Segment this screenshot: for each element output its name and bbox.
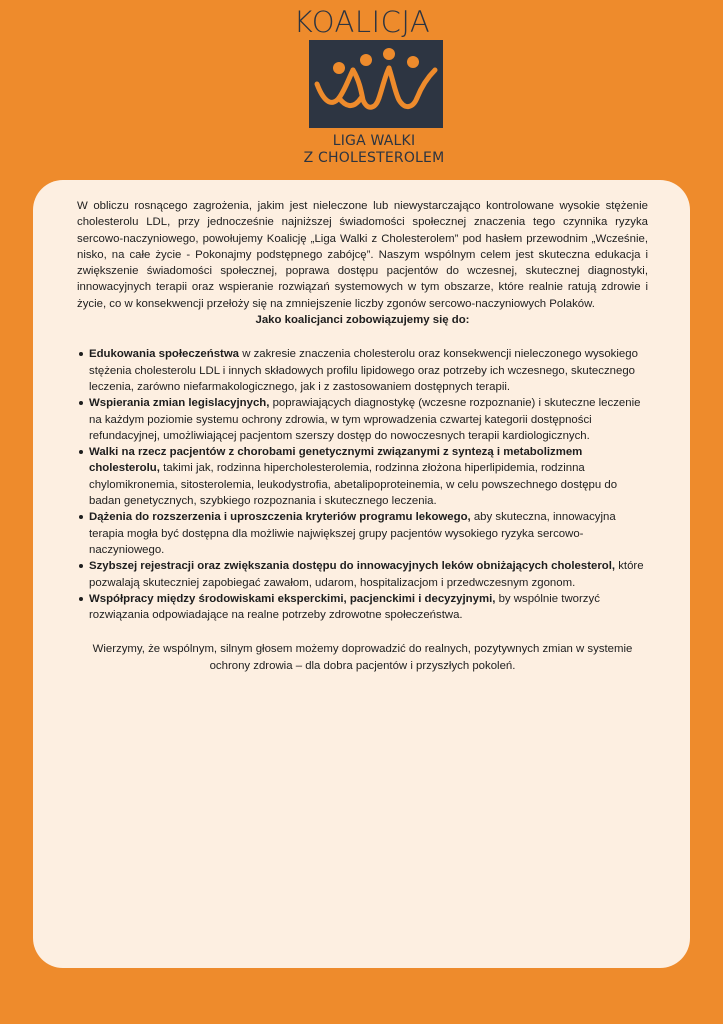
logo-title: KOALICJA [293,5,431,39]
list-item [89,444,648,509]
list-item [89,558,648,591]
declaration-card [33,180,690,968]
list-item [89,591,648,624]
commitment-text: takimi jak, rodzinna hipercholesterolemia, rodzinna złożona hiperlipidemia, rodzinna chylomikronemia, sitosterolemia, leukodystrofia, abetalipoproteinemia, w celu powszechnego dostępu do badan genetycznych, szybkiego rozpoznania i skutecznego leczenia. [89,462,618,508]
commitment-title: Walki na rzecz pacjentów z chorobami genetycznymi związanymi z syntezą i metabolizmem cholesterolu, [89,446,583,475]
commitment-title: Współpracy między środowiskami eksperckimi, pacjenckimi i decyzyjnymi, [89,592,496,605]
commitment-text: aby skuteczna, innowacyjna terapia mogła być dostępna dla możliwie największej grupy pacjentów wysokiego ryzyka sercowo-naczyniowego. [89,511,616,556]
list-item [89,395,648,444]
commitment-text: które pozwalają skuteczniej zapobiegać zawałom, udarom, hospitalizacjom i przedwczesnym zgonom. [89,560,644,589]
people-joined-hands-icon [309,40,443,128]
commitment-text: poprawiających diagnostykę (wczesne rozpoznanie) i skuteczne leczenie na każdym poziomie systemu ochrony zdrowia, w tym wprowadzenia czwartej kategorii dostępności refundacyjnej, umożliwiającej pacjentom szerszy dostęp do nowoczesnych terapii kardiologicznych. [89,397,641,442]
list-item [89,346,648,395]
list-item [89,509,648,558]
commitment-title: Dążenia do rozszerzenia i uproszczenia kryteriów programu lekowego, [89,511,471,524]
logo-subtitle-line1: LIGA WALKI [332,133,416,149]
declaration-content [77,198,648,674]
logo-subtitle [285,133,463,167]
coalition-logo [0,0,723,175]
commitment-title: Wspierania zmian legislacyjnych, [89,397,270,410]
commitment-text: w zakresie znaczenia cholesterolu oraz konsekwencji nieleczonego wysokiego stężenia cholesterolu LDL i innych składowych profilu lipidowego oraz potrzeby ich wczesnego, skutecznego leczenia, zarówno niefarmakologicznego, jak i z zastosowaniem dostępnych terapii. [89,348,638,393]
logo-emblem [309,40,443,128]
commitments-heading: Jako koalicjanci zobowiązujemy się do: [255,314,470,327]
closing-paragraph: Wierzymy, że wspólnym, silnym głosem możemy doprowadzić do realnych, pozytywnych zmian w systemie ochrony zdrowia – dla dobra pacjentów i przyszłych pokoleń. [92,643,633,672]
intro-paragraph: W obliczu rosnącego zagrożenia, jakim jest nieleczone lub niewystarczająco kontrolowane wysokie stężenie cholesterolu LDL, przy jednocześnie najniższej świadomości społecznej znaczenia tego czynnika ryzyka sercowo-naczyniowego, powołujemy Koalicję „Liga Walki z Cholesterolem” pod hasłem przewodnim „Wcześnie, nisko, na całe życie - Pokonajmy podstępnego zabójcę”. Naszym wspólnym celem jest skuteczna edukacja i zwiększenie świadomości społecznej, poprawa dostępu pacjentów do wczesnej, skutecznej diagnostyki, innowacyjnych terapii oraz wspieranie rozwiązań systemowych w tym obszarze, które realnie ratują zdrowie i życie, co w konsekwencji przełoży się na zmniejszenie liczby zgonów sercowo-naczyniowych Polaków. [77,200,648,310]
commitment-title: Szybszej rejestracji oraz zwiększania dostępu do innowacyjnych leków obniżających cholesterol, [89,560,616,573]
logo-subtitle-line2: Z CHOLESTEROLEM [303,150,445,166]
commitments-list [77,346,648,623]
commitment-title: Edukowania społeczeństwa [89,348,240,361]
commitment-text: by wspólnie tworzyć rozwiązania odpowiadające na realne potrzeby zdrowotne społeczeństwa. [89,592,600,622]
